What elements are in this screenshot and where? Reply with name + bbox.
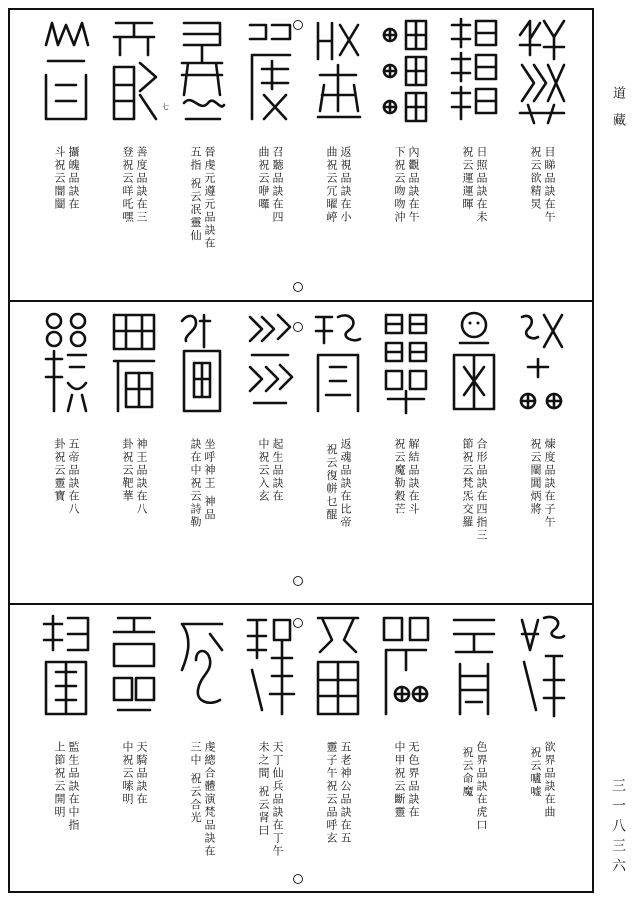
talisman-seal-glyph (37, 607, 95, 725)
talisman-caption: 解結品訣在斗 祝云魔勒穀芒 (393, 438, 420, 516)
talisman-caption: 神王品訣在八 卦祝云靶華 (121, 438, 148, 516)
talisman-seal-glyph (377, 607, 435, 725)
talisman-seal-glyph (445, 12, 503, 130)
talisman-caption: 五老神公品訣在五 靈子午祝云品呼玄 (325, 741, 352, 845)
talisman-entry (376, 12, 436, 298)
talisman-seal-glyph (105, 12, 163, 130)
talisman-caption: 晉虔元遵元品訣在 五指 祝云冺靈仙 (189, 146, 216, 250)
talisman-panel-3 (10, 607, 592, 891)
talisman-seal-glyph (241, 607, 299, 725)
talisman-entry (240, 607, 300, 891)
talisman-entry (376, 607, 436, 891)
talisman-entry (512, 12, 572, 298)
talisman-caption: 善度品訣在三 登祝云咩吒嘿 (121, 146, 148, 224)
talisman-entry (36, 304, 96, 601)
talisman-caption: 返視品訣在小 曲祝云冗曜嵉 (325, 146, 352, 224)
talisman-entry (104, 12, 164, 298)
margin-column (600, 8, 632, 893)
talisman-caption: 起生品訣在 中祝云入玄 (257, 438, 284, 503)
talisman-entry (308, 607, 368, 891)
talisman-entry (512, 607, 572, 891)
panel-divider-1 (8, 300, 594, 302)
talisman-caption: 坐呼神王 神品 訣在中祝云詩勒 (189, 438, 216, 529)
talisman-entry (240, 12, 300, 298)
talisman-seal-glyph (173, 607, 231, 725)
talisman-entry (172, 12, 232, 298)
talisman-seal-glyph (105, 304, 163, 422)
folio-mark: 七 (162, 103, 169, 111)
talisman-caption: 无色界品訣在 中甲祝云斷靈 (393, 741, 420, 819)
talisman-seal-glyph (513, 304, 571, 422)
talisman-seal-glyph (377, 12, 435, 130)
talisman-seal-glyph (173, 304, 231, 422)
talisman-seal-glyph (377, 304, 435, 422)
talisman-caption: 日照品訣在未 祝云運運暉 (461, 146, 488, 224)
talisman-caption: 返魂品訣在比帝 祝云復帡乜醌 (325, 438, 352, 529)
talisman-panel-1 (10, 12, 592, 298)
talisman-caption: 監生品訣在中指 上節祝云開明 (53, 741, 80, 832)
talisman-seal-glyph (241, 12, 299, 130)
talisman-entry (444, 607, 504, 891)
talisman-caption: 欲界品訣在曲 祝云嚧嘘 (529, 741, 556, 819)
talisman-caption: 色界品訣在虎口 祝云命魔 (461, 741, 488, 832)
talisman-entry (512, 304, 572, 601)
talisman-seal-glyph (241, 304, 299, 422)
talisman-caption: 天騎品訣在 中祝云嗦明 (121, 741, 148, 806)
talisman-caption: 合形品訣在四指三 節祝云梵炁交羅 (461, 438, 488, 542)
talisman-entry (240, 304, 300, 601)
page-number: 三一八三六 (610, 778, 626, 878)
talisman-seal-glyph (445, 607, 503, 725)
talisman-caption: 虔總合體演梵品訣在 三中 祝云合光 (189, 741, 216, 858)
talisman-caption: 內觀品訣在午 下祝云吻吻沖 (393, 146, 420, 224)
talisman-caption: 攝魄品訣在 斗祝云闇闓 (53, 146, 80, 211)
talisman-caption: 煉度品訣在子午 祝云闉閶炳將 (529, 438, 556, 529)
talisman-caption: 五帝品訣在八 卦祝云靈寶 (53, 438, 80, 516)
talisman-entry (104, 304, 164, 601)
talisman-entry (172, 304, 232, 601)
talisman-seal-glyph (37, 304, 95, 422)
talisman-seal-glyph (445, 304, 503, 422)
talisman-caption: 天丁仙兵品訣在丁午 未之間 祝云肾曰 (257, 741, 284, 858)
talisman-seal-glyph (105, 607, 163, 725)
talisman-seal-glyph (513, 12, 571, 130)
talisman-seal-glyph (309, 304, 367, 422)
talisman-entry (308, 304, 368, 601)
talisman-entry (36, 12, 96, 298)
talisman-seal-glyph (513, 607, 571, 725)
talisman-entry (36, 607, 96, 891)
talisman-entry (104, 607, 164, 891)
talisman-entry (444, 12, 504, 298)
talisman-seal-glyph (309, 12, 367, 130)
talisman-caption: 目睇品訣在午 祝云欲精炅 (529, 146, 556, 224)
talisman-seal-glyph (309, 607, 367, 725)
talisman-entry (172, 607, 232, 891)
panel-divider-2 (8, 603, 594, 605)
talisman-seal-glyph (173, 12, 231, 130)
talisman-entry (308, 12, 368, 298)
talisman-entry (444, 304, 504, 601)
talisman-entry (376, 304, 436, 601)
collection-title: 道藏 (610, 86, 625, 140)
talisman-seal-glyph (37, 12, 95, 130)
talisman-panel-2 (10, 304, 592, 601)
talisman-caption: 召聽品訣在四 曲祝云咿囉 (257, 146, 284, 224)
